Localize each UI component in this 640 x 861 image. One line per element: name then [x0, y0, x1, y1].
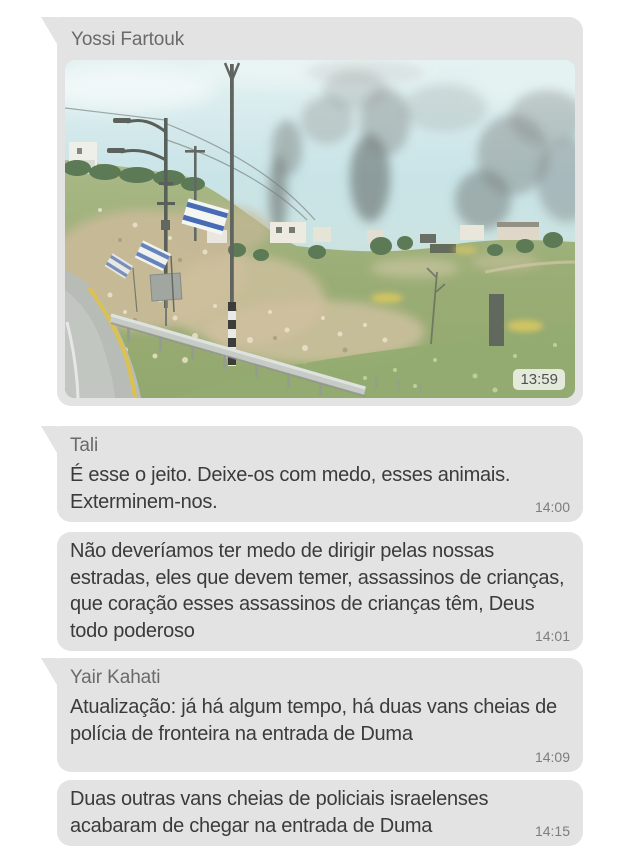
message-bubble [57, 426, 583, 522]
photo-attachment[interactable] [65, 60, 575, 398]
bubble-tail [41, 426, 57, 453]
message-bubble [57, 532, 583, 651]
message-bubble [57, 17, 583, 406]
timestamp: 14:09 [534, 749, 570, 765]
message-bubble [57, 780, 583, 846]
message-text: Não deveríamos ter medo de dirigir pelas nossas estradas, eles que devem temer, assassinos de crianças, que coração esses assassinos de crianças têm, Deus todo poderoso [70, 540, 565, 642]
timestamp: 14:15 [534, 823, 570, 839]
message-text: Atualização: já há algum tempo, há duas vans cheias de polícia de fronteira na entrada de Duma [70, 696, 557, 745]
sender-name: Yossi Fartouk [71, 29, 185, 50]
photo-timestamp: 13:59 [513, 369, 565, 390]
bubble-tail [41, 658, 57, 685]
message-bubble [57, 658, 583, 772]
message-text: Duas outras vans cheias de policiais israelenses acabaram de chegar na entrada de Duma [70, 788, 489, 837]
timestamp: 14:01 [534, 628, 570, 644]
bubble-tail [41, 17, 57, 44]
photo-image [65, 60, 575, 398]
message-text: É esse o jeito. Deixe-os com medo, esses animais. Exterminem-nos. [70, 464, 511, 513]
sender-name: Yair Kahati [70, 667, 161, 688]
timestamp: 14:00 [534, 499, 570, 515]
sender-name: Tali [70, 435, 99, 456]
